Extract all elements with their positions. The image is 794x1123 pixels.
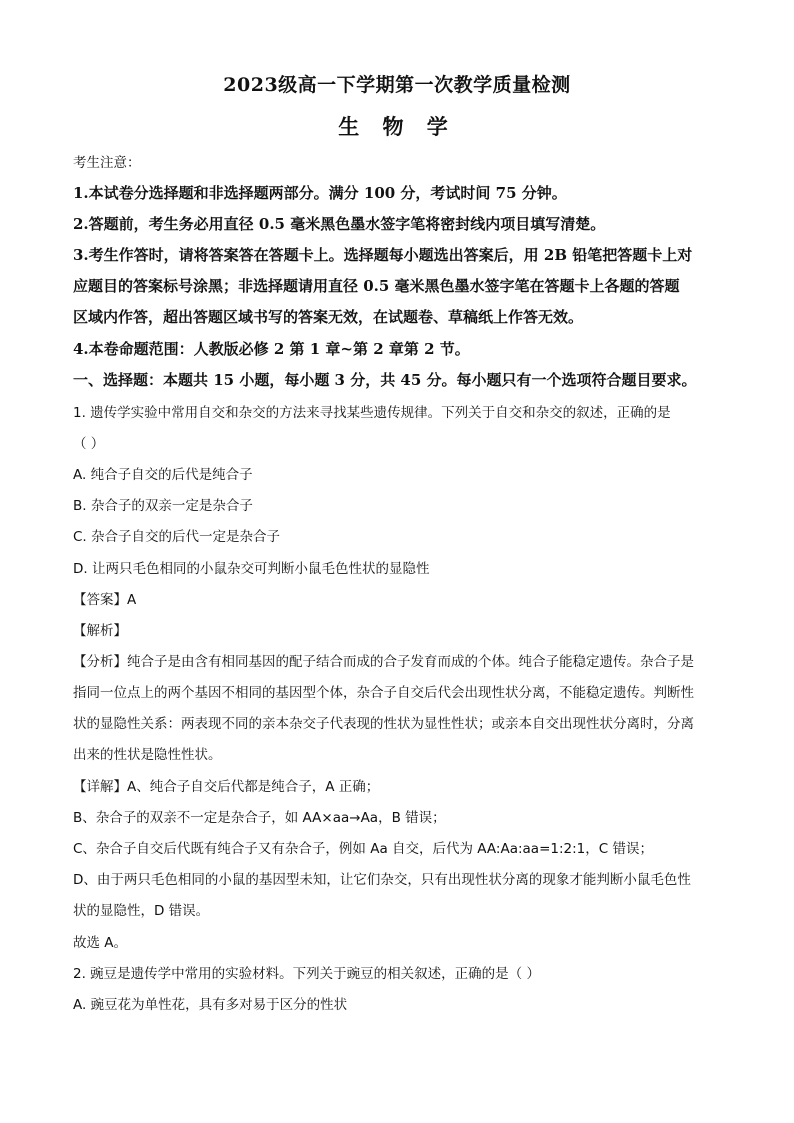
- q1-option-d: D. 让两只毛色相同的小鼠杂交可判断小鼠毛色性状的显隐性: [73, 561, 430, 577]
- q1-analysis-3: 状的显隐性关系：两表现不同的亲本杂交子代表现的性状为显性性状；或亲本自交出现性状分离时，分离: [73, 716, 694, 732]
- q1-detail-3: C、杂合子自交后代既有纯合子又有杂合子，例如 Aa 自交，后代为 AA:Aa:aa=1:2:1，C 错误；: [73, 841, 653, 857]
- notice-line-1: 1.本试卷分选择题和非选择题两部分。满分 100 分，考试时间 75 分钟。: [73, 184, 567, 202]
- q1-option-b: B. 杂合子的双亲一定是杂合子: [73, 498, 253, 514]
- subject-title: 生 物 学: [338, 114, 456, 139]
- q1-detail-2: B、杂合子的双亲不一定是杂合子，如 AA×aa→Aa，B 错误；: [73, 810, 446, 826]
- q2-option-a: A. 豌豆花为单性花，具有多对易于区分的性状: [73, 997, 348, 1013]
- q1-conclusion: 故选 A。: [73, 935, 128, 951]
- q1-option-a: A. 纯合子自交的后代是纯合子: [73, 467, 253, 483]
- q1-stem: 1. 遗传学实验中常用自交和杂交的方法来寻找某些遗传规律。下列关于自交和杂交的叙述，正确的是: [73, 405, 671, 421]
- notice-line-4: 4.本卷命题范围：人教版必修 2 第 1 章~第 2 章第 2 节。: [73, 340, 470, 358]
- q1-detail-4: D、由于两只毛色相同的小鼠的基因型未知，让它们杂交，只有出现性状分离的现象才能判断小鼠毛色性: [73, 872, 691, 888]
- q1-analysis-4: 出来的性状是隐性性状。: [73, 747, 222, 763]
- q1-detail-5: 状的显隐性，D 错误。: [73, 903, 210, 919]
- q1-paren: （ ）: [73, 436, 105, 452]
- q1-answer: 【答案】A: [73, 592, 137, 608]
- notice-line-3-cont2: 区域内作答，超出答题区域书写的答案无效，在试题卷、草稿纸上作答无效。: [73, 308, 584, 326]
- section-heading: 一、选择题：本题共 15 小题，每小题 3 分，共 45 分。每小题只有一个选项符合题目要求。: [73, 371, 697, 389]
- q1-detail-1: 【详解】A、纯合子自交后代都是纯合子，A 正确；: [73, 779, 380, 795]
- notice-heading: 考生注意：: [73, 155, 141, 171]
- q2-stem: 2. 豌豆是遗传学中常用的实验材料。下列关于豌豆的相关叙述，正确的是（ ）: [73, 966, 540, 982]
- q1-analysis-1: 【分析】纯合子是由含有相同基因的配子结合而成的合子发育而成的个体。纯合子能稳定遗传。杂合子是: [73, 654, 694, 670]
- q1-option-c: C. 杂合子自交的后代一定是杂合子: [73, 529, 281, 545]
- notice-line-3: 3.考生作答时，请将答案答在答题卡上。选择题每小题选出答案后，用 2B 铅笔把答题卡上对: [73, 246, 693, 264]
- notice-line-3-cont: 应题目的答案标号涂黑；非选择题请用直径 0.5 毫米黑色墨水签字笔在答题卡上各题的答题: [73, 277, 680, 295]
- q1-jiexi-label: 【解析】: [73, 623, 127, 639]
- exam-title: 2023级高一下学期第一次教学质量检测: [223, 74, 571, 96]
- q1-analysis-2: 指同一位点上的两个基因不相同的基因型个体，杂合子自交后代会出现性状分离，不能稳定遗传。判断性: [73, 685, 694, 701]
- notice-line-2: 2.答题前，考生务必用直径 0.5 毫米黑色墨水签字笔将密封线内项目填写清楚。: [73, 215, 606, 233]
